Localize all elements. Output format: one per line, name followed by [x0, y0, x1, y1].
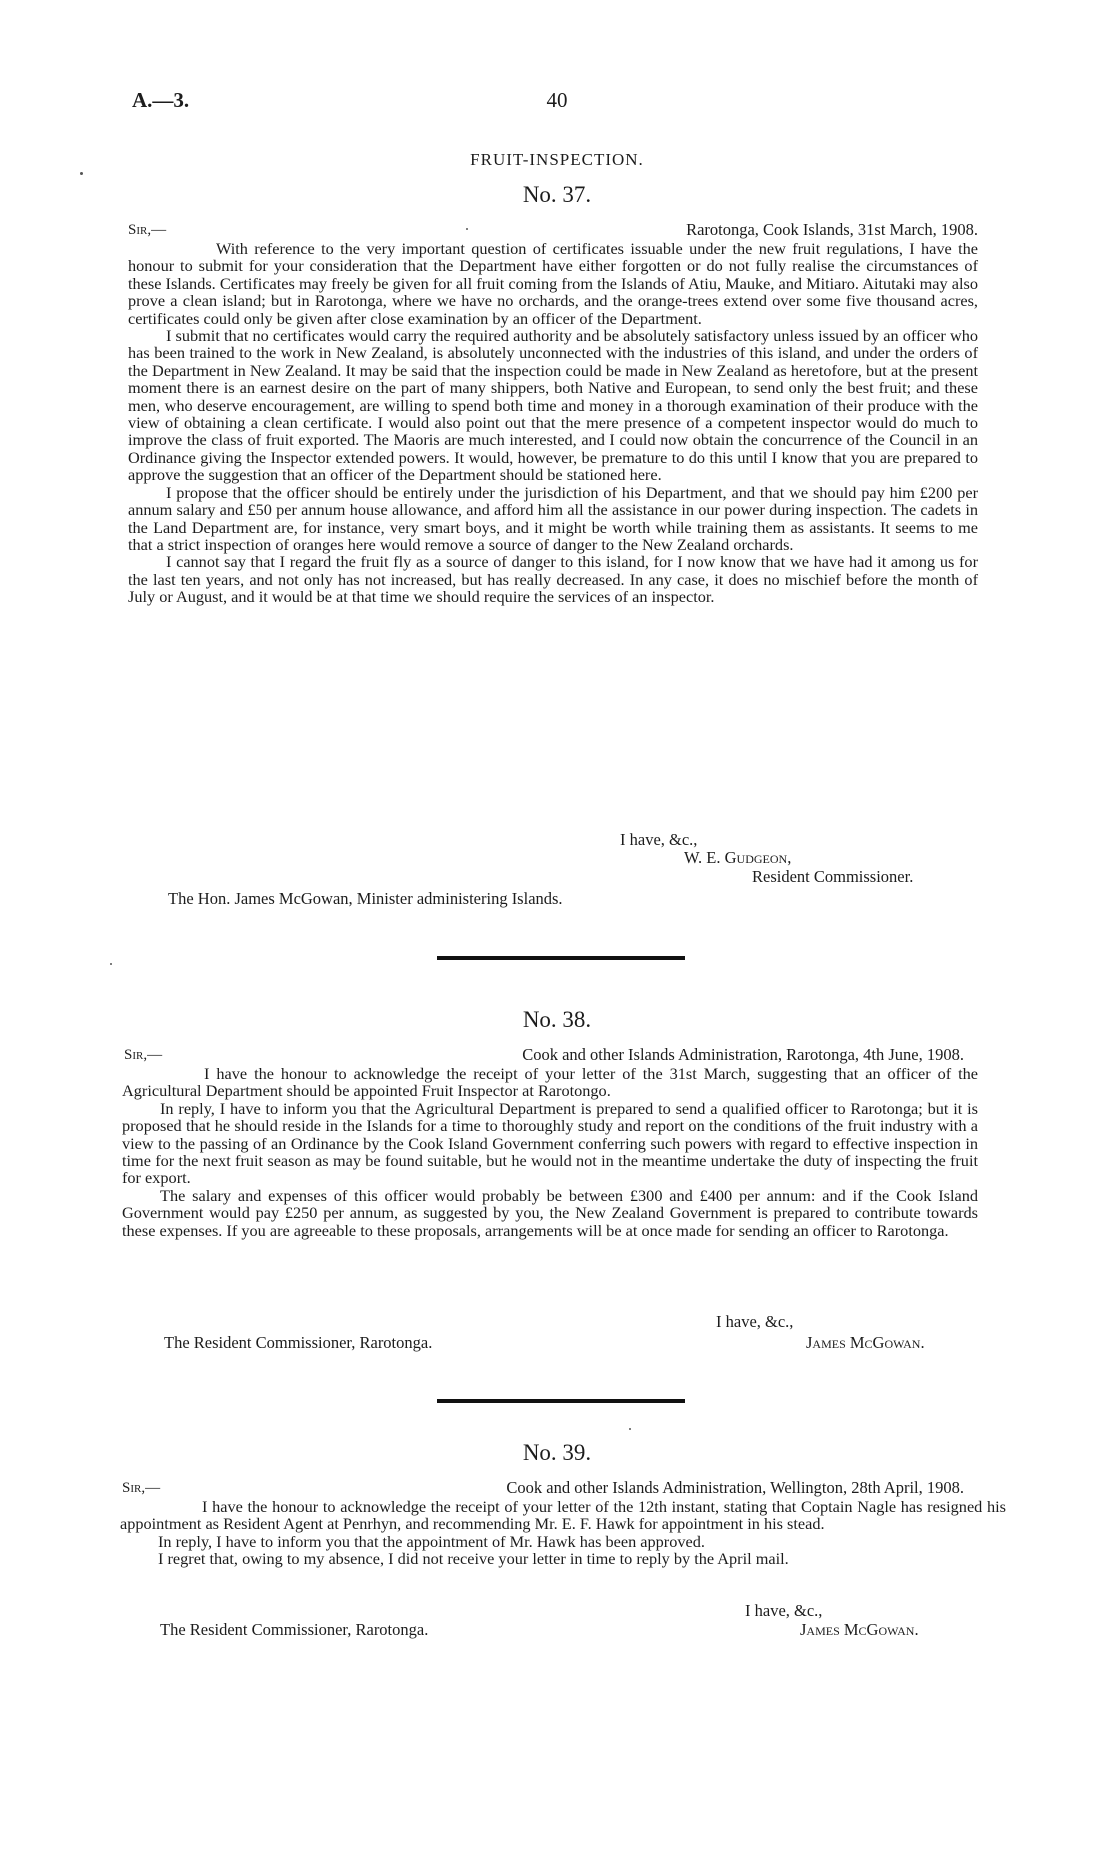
letter-37-paragraph-2: I submit that no certificates would carry the required authority and be absolutely satisfactory unless issued by an officer who has been trained to the work in New Zealand, is absolutely unconnected with the industries of this island, and under the orders of the Department in New Zealand. It may be said that the inspection could be made in New Zealand as heretofore, but at the present moment there is an earnest desire on the part of many shippers, both Native and European, to send only the best fruit; and these men, who deserve encouragement, are willing to spend both time and money in a thorough examination of their produce with the view of obtaining a clean certificate. I would also point out that the mere presence of a competent inspector would do much to improve the class of fruit exported. The Maoris are much interested, and I could now obtain the concurrence of the Council in an Ordinance giving the Inspector extended powers. It would, however, be premature to do this until I know that you are prepared to approve the suggestion that an officer of the Department should be stationed here.	[128, 326, 978, 485]
letter-38-addressee: The Resident Commissioner, Rarotonga.	[164, 1333, 433, 1352]
letter-38-salutation: Sir,—	[124, 1047, 163, 1063]
letter-38-paragraph-2: In reply, I have to inform you that the Agricultural Department is prepared to send a qualified officer to Rarotonga; but it is proposed that he should reside in the Islands for a time to thoroughly study and report on the conditions of the fruit industry with a view to the passing of an Ordinance by the Cook Island Government conferring such powers with regard to effective inspection in time for the next fruit season as may be found suitable, but he would not in the meantime undertake the duty of inspecting the fruit for export.	[122, 1098, 978, 1188]
letter-38-dateline: Cook and other Islands Administration, Rarotonga, 4th June, 1908.	[522, 1045, 964, 1064]
letter-39-body	[120, 1498, 1006, 1568]
letter-39-closing: I have, &c.,	[745, 1601, 823, 1620]
letter-37-addressee: The Hon. James McGowan, Minister administering Islands.	[168, 889, 563, 908]
scan-speck	[629, 1428, 631, 1430]
letter-38-closing: I have, &c.,	[716, 1312, 794, 1331]
series-reference: A.—3.	[132, 88, 190, 112]
letter-37-paragraph-4: I cannot say that I regard the fruit fly as a source of danger to this island, for I now know that we have had it among us for the last ten years, and not only has not increased, but has really decreased. In any case, it does no mischief before the month of July or August, and it would be at that time we should require the services of an inspector.	[128, 552, 978, 607]
section-divider-rule	[437, 956, 685, 960]
letter-37-salutation: Sir,—	[128, 222, 167, 238]
letter-number-39: No. 39.	[522, 1440, 592, 1465]
letter-number-38: No. 38.	[522, 1007, 592, 1032]
letter-39-dateline: Cook and other Islands Administration, Wellington, 28th April, 1908.	[506, 1478, 964, 1497]
letter-number-37: No. 37.	[522, 182, 592, 207]
scan-speck	[80, 172, 83, 175]
letter-39-paragraph-1: I have the honour to acknowledge the receipt of your letter of the 12th instant, stating that Coptain Nagle has resigned his appointment as Resident Agent at Penrhyn, and recommending Mr. E. F. Hawk for appointment in his stead.	[120, 1497, 1006, 1534]
section-title: FRUIT-INSPECTION.	[470, 150, 644, 169]
letter-38-signature: James McGowan.	[806, 1333, 925, 1352]
letter-38-paragraph-3: The salary and expenses of this officer would probably be between £300 and £400 per annum: and if the Cook Island Government would pay £250 per annum, as suggested by you, the New Zealand Government is prepared to contribute towards these expenses. If you are agreeable to these proposals, arrangements will be at once made for sending an officer to Rarotonga.	[122, 1185, 978, 1240]
letter-38-paragraph-1: I have the honour to acknowledge the receipt of your letter of the 31st March, suggesting that an officer of the Agricultural Department should be appointed Fruit Inspector at Rarotongo.	[122, 1064, 978, 1101]
scan-speck	[110, 963, 112, 965]
letter-37-body	[128, 240, 978, 606]
letter-39-salutation: Sir,—	[122, 1480, 161, 1496]
letter-39-signature: James McGowan.	[800, 1620, 919, 1639]
letter-39-addressee: The Resident Commissioner, Rarotonga.	[160, 1620, 429, 1639]
letter-39-paragraph-3: I regret that, owing to my absence, I did not receive your letter in time to reply by the April mail.	[158, 1549, 789, 1569]
letter-37-paragraph-1: With reference to the very important question of certificates issuable under the new fruit regulations, I have the honour to submit for your consideration that the Department have either forgotten or do not fully realise the circumstances of these Islands. Certificates may freely be given for all fruit coming from the Islands of Atiu, Mauke, and Mitiaro. Aitutaki may also prove a clean island; but in Rarotonga, where we have no orchards, and the orange-trees extend over some five thousand acres, certificates could only be given after close examination by an officer of the Department.	[128, 239, 978, 328]
letter-37-signature-title: Resident Commissioner.	[752, 867, 914, 886]
scan-speck	[466, 228, 468, 230]
page-number: 40	[546, 88, 568, 112]
letter-38-body	[122, 1065, 978, 1239]
letter-37-closing: I have, &c.,	[620, 830, 698, 849]
letter-39-paragraph-2: In reply, I have to inform you that the appointment of Mr. Hawk has been approved.	[158, 1531, 705, 1551]
letter-37-paragraph-3: I propose that the officer should be entirely under the jurisdiction of his Department, and that we should pay him £200 per annum salary and £50 per annum house allowance, and afford him all the assistance in our power during inspection. The cadets in the Land Department are, for instance, very smart boys, and it might be worth while training them as assistants. It seems to me that a strict inspection of oranges here would remove a source of danger to the New Zealand orchards.	[128, 482, 978, 554]
section-divider-rule	[437, 1399, 685, 1403]
letter-37-signature: W. E. Gudgeon,	[684, 848, 792, 867]
letter-37-dateline: Rarotonga, Cook Islands, 31st March, 1908.	[686, 220, 978, 239]
